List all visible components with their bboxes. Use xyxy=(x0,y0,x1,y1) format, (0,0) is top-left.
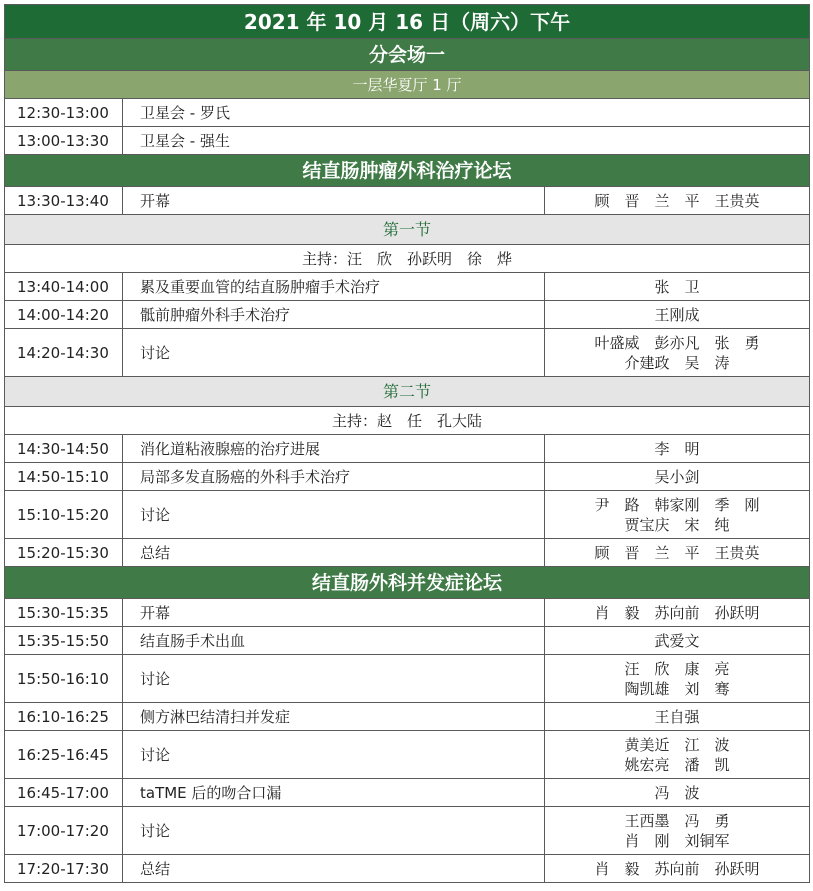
speaker-line: 肖 刚 刘铜军 xyxy=(624,831,730,850)
room-name: 一层华夏厅 1 厅 xyxy=(5,71,810,99)
speaker-line: 尹 路 韩家刚 季 刚 xyxy=(594,495,760,514)
schedule-row xyxy=(5,807,810,855)
speaker-cell xyxy=(545,807,810,855)
forum1-title: 结直肠肿瘤外科治疗论坛 xyxy=(5,155,810,187)
topic-cell: 讨论 xyxy=(123,807,545,855)
speaker-line: 姚宏亮 潘 凯 xyxy=(624,755,730,774)
speaker-line: 肖 毅 苏向前 孙跃明 xyxy=(594,603,760,622)
speaker-cell xyxy=(545,539,810,567)
schedule-row xyxy=(5,655,810,703)
time-cell: 13:40-14:00 xyxy=(5,273,123,301)
section2-title: 第二节 xyxy=(5,377,810,407)
schedule-row xyxy=(5,329,810,377)
speaker-cell xyxy=(545,779,810,807)
schedule-row xyxy=(5,435,810,463)
schedule-row xyxy=(5,599,810,627)
speaker-cell xyxy=(545,491,810,539)
speaker-cell xyxy=(545,435,810,463)
section2-chair: 主持：赵 任 孔大陆 xyxy=(5,407,810,435)
topic-cell: 卫星会 - 强生 xyxy=(123,127,810,155)
speaker-line: 肖 毅 苏向前 孙跃明 xyxy=(594,859,760,878)
speaker-line: 吴小剑 xyxy=(654,467,700,486)
topic-cell: 侧方淋巴结清扫并发症 xyxy=(123,703,545,731)
schedule-row xyxy=(5,187,810,215)
topic-cell: 总结 xyxy=(123,855,545,883)
speaker-line: 李 明 xyxy=(654,439,700,458)
topic-cell: 卫星会 - 罗氏 xyxy=(123,99,810,127)
speaker-line: 陶凯雄 刘 骞 xyxy=(624,679,730,698)
date-row xyxy=(5,5,810,39)
topic-cell: 开幕 xyxy=(123,187,545,215)
topic-cell: 总结 xyxy=(123,539,545,567)
schedule-row xyxy=(5,779,810,807)
time-cell: 15:35-15:50 xyxy=(5,627,123,655)
schedule-row xyxy=(5,463,810,491)
topic-cell: 讨论 xyxy=(123,491,545,539)
schedule-row xyxy=(5,855,810,883)
speaker-line: 武爱文 xyxy=(654,631,700,650)
schedule-row xyxy=(5,539,810,567)
topic-cell: 讨论 xyxy=(123,655,545,703)
speaker-line: 王刚成 xyxy=(654,305,700,324)
speaker-cell xyxy=(545,329,810,377)
speaker-cell xyxy=(545,273,810,301)
forum2-title: 结直肠外科并发症论坛 xyxy=(5,567,810,599)
topic-cell: 消化道粘液腺癌的治疗进展 xyxy=(123,435,545,463)
speaker-cell xyxy=(545,463,810,491)
speaker-line: 冯 波 xyxy=(654,783,700,802)
section2-chair-row xyxy=(5,407,810,435)
room-row xyxy=(5,71,810,99)
speaker-line: 汪 欣 康 亮 xyxy=(624,659,730,678)
speaker-line: 张 卫 xyxy=(654,277,700,296)
schedule-row xyxy=(5,127,810,155)
schedule-row xyxy=(5,99,810,127)
time-cell: 12:30-13:00 xyxy=(5,99,123,127)
speaker-line: 王西墨 冯 勇 xyxy=(624,811,730,830)
section1-chair: 主持：汪 欣 孙跃明 徐 烨 xyxy=(5,245,810,273)
topic-cell: 结直肠手术出血 xyxy=(123,627,545,655)
section2-title-row xyxy=(5,377,810,407)
speaker-line: 顾 晋 兰 平 王贵英 xyxy=(594,191,760,210)
speaker-line: 叶盛威 彭亦凡 张 勇 xyxy=(594,333,760,352)
time-cell: 16:25-16:45 xyxy=(5,731,123,779)
schedule-body xyxy=(5,5,810,883)
schedule-row xyxy=(5,627,810,655)
schedule-row xyxy=(5,491,810,539)
speaker-line: 介建政 吴 涛 xyxy=(624,353,730,372)
time-cell: 15:50-16:10 xyxy=(5,655,123,703)
topic-cell: 讨论 xyxy=(123,731,545,779)
speaker-line: 顾 晋 兰 平 王贵英 xyxy=(594,543,760,562)
time-cell: 15:20-15:30 xyxy=(5,539,123,567)
speaker-cell xyxy=(545,627,810,655)
topic-cell: 局部多发直肠癌的外科手术治疗 xyxy=(123,463,545,491)
time-cell: 13:00-13:30 xyxy=(5,127,123,155)
section1-title: 第一节 xyxy=(5,215,810,245)
time-cell: 15:30-15:35 xyxy=(5,599,123,627)
schedule-row xyxy=(5,301,810,329)
time-cell: 14:20-14:30 xyxy=(5,329,123,377)
time-cell: 17:00-17:20 xyxy=(5,807,123,855)
section1-chair-row xyxy=(5,245,810,273)
speaker-cell xyxy=(545,301,810,329)
speaker-cell xyxy=(545,731,810,779)
time-cell: 13:30-13:40 xyxy=(5,187,123,215)
speaker-line: 贾宝庆 宋 纯 xyxy=(624,515,730,534)
schedule-row xyxy=(5,731,810,779)
time-cell: 16:10-16:25 xyxy=(5,703,123,731)
topic-cell: taTME 后的吻合口漏 xyxy=(123,779,545,807)
topic-cell: 讨论 xyxy=(123,329,545,377)
schedule-row xyxy=(5,703,810,731)
speaker-line: 黄美近 江 波 xyxy=(624,735,730,754)
time-cell: 16:45-17:00 xyxy=(5,779,123,807)
venue-row xyxy=(5,39,810,71)
time-cell: 14:50-15:10 xyxy=(5,463,123,491)
venue-title: 分会场一 xyxy=(5,39,810,71)
forum1-title-row xyxy=(5,155,810,187)
forum2-title-row xyxy=(5,567,810,599)
schedule-table xyxy=(4,4,810,883)
time-cell: 15:10-15:20 xyxy=(5,491,123,539)
speaker-line: 王自强 xyxy=(654,707,700,726)
speaker-cell xyxy=(545,187,810,215)
topic-cell: 骶前肿瘤外科手术治疗 xyxy=(123,301,545,329)
speaker-cell xyxy=(545,599,810,627)
speaker-cell xyxy=(545,855,810,883)
date-header: 2021 年 10 月 16 日（周六）下午 xyxy=(5,5,810,39)
topic-cell: 开幕 xyxy=(123,599,545,627)
time-cell: 14:00-14:20 xyxy=(5,301,123,329)
schedule-row xyxy=(5,273,810,301)
speaker-cell xyxy=(545,655,810,703)
time-cell: 17:20-17:30 xyxy=(5,855,123,883)
speaker-cell xyxy=(545,703,810,731)
time-cell: 14:30-14:50 xyxy=(5,435,123,463)
section1-title-row xyxy=(5,215,810,245)
topic-cell: 累及重要血管的结直肠肿瘤手术治疗 xyxy=(123,273,545,301)
